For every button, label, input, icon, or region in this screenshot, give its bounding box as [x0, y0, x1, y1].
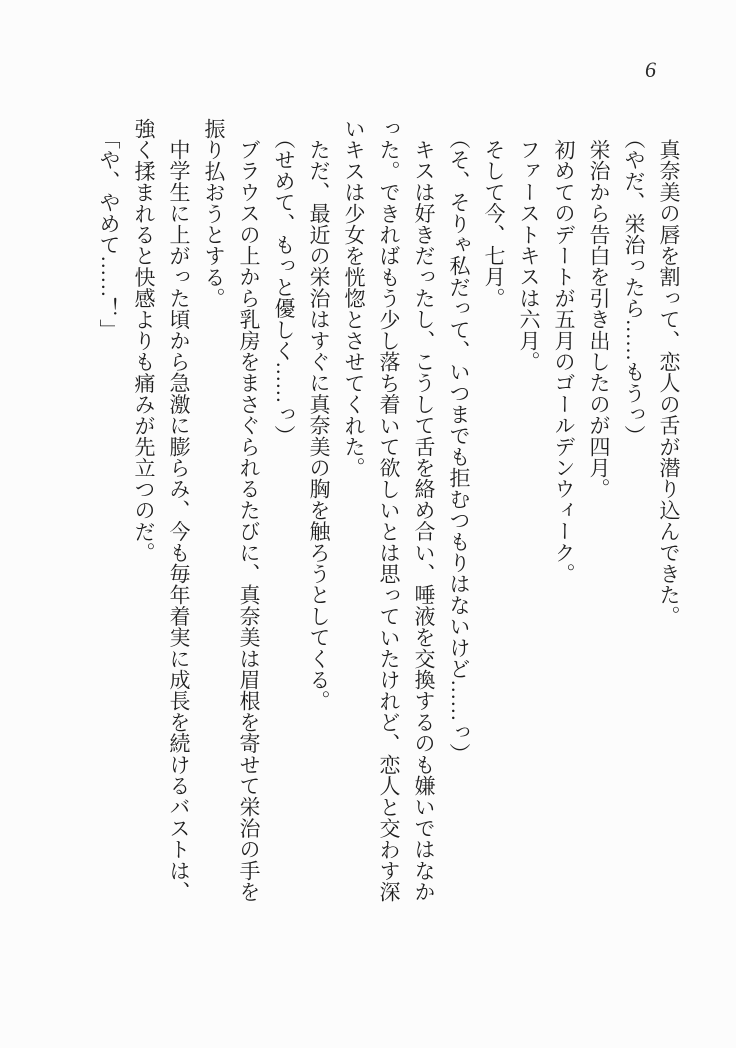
paragraph: キスは好きだったし、こうして舌を絡め合い、唾液を交換するのも嫌いではなかった。できればもう少し落ち着いて欲しいとは思っていたけれど、恋人と交わす深いキスは少女を恍惚とさせてくれた。: [342, 118, 436, 903]
paragraph: ただ、最近の栄治はすぐに真奈美の胸を触ろうとしてくる。: [307, 139, 331, 712]
paragraph: ブラウスの上から乳房をまさぐられるたびに、真奈美は眉根を寄せて栄治の手を振り払おうとする。: [202, 118, 261, 903]
paragraph: （そ、そりゃ私だって、いつまでも拒むつもりはないけど……っ）: [447, 128, 471, 764]
paragraph: （せめて、もっと優しく……っ）: [272, 128, 296, 446]
paragraph: （やだ、栄治ったら……もうっ）: [622, 128, 646, 446]
paragraph: 中学生に上がった頃から急激に膨らみ、今も毎年着実に成長を続けるバストは、強く揉まれると快感よりも痛みが先立つのだ。: [132, 118, 191, 903]
page-number: 6: [645, 57, 656, 82]
paragraph: 初めてのデートが五月のゴールデンウィーク。: [552, 139, 576, 585]
paragraph: 栄治から告白を引き出したのが四月。: [587, 139, 611, 500]
paragraph: 真奈美の唇を割って、恋人の舌が潜り込んできた。: [657, 139, 681, 627]
paragraph: ファーストキスは六月。: [517, 139, 541, 373]
paragraph: そして今、七月。: [482, 139, 506, 309]
vertical-text-body: [91, 118, 686, 920]
paragraph: 「や、やめて……！」: [97, 128, 121, 340]
